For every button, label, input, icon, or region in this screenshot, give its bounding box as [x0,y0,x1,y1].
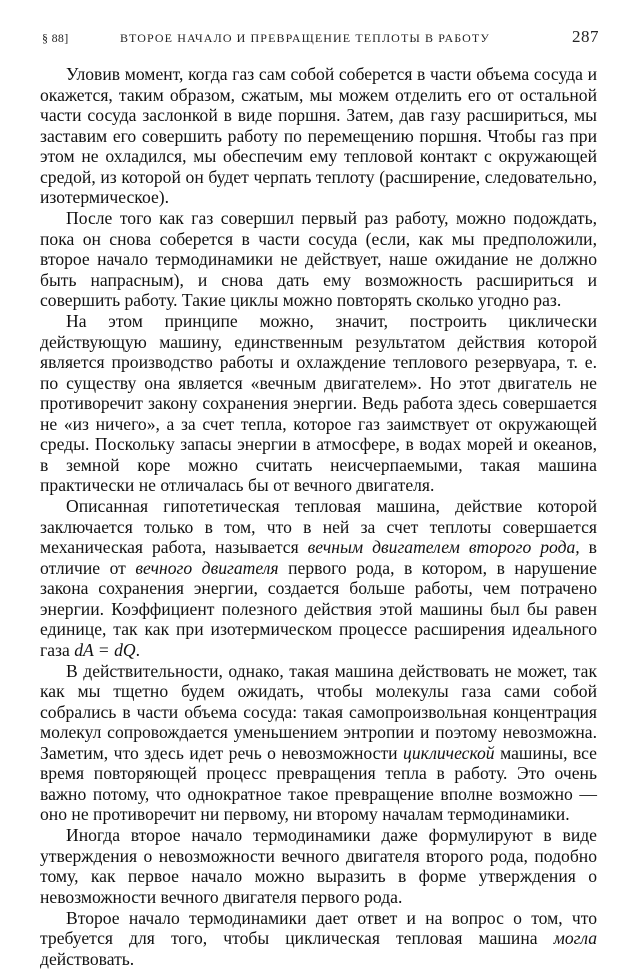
paragraph-text: в отличие от [40,537,597,578]
paragraph-perpetual-motion-principle [40,311,597,496]
paragraph-text: Описанная гипотетическая тепловая машина, действие которой заключается только в том, что в ней за счет теплоты совершается механическая работа, называется [40,496,597,557]
paragraph-text: После того как газ совершил первый раз работу, можно подождать, пока он снова соберется в части сосуда (если, как мы предположили, второе начало термодинамики не действует, наше ожидание не должно быть напрасным), и снова дать ему возможность расшириться и совершить работу. Такие циклы можно повторять сколько угодно раз. [40,208,597,310]
page-number: 287 [572,27,599,47]
paragraph-text: На этом принципе можно, значит, построить циклически действующую машину, единственным результатом действия которой является производство работы и охлаждение теплового резервуара, т. е. по существу она является «вечным двигателем». Но этот двигатель не противоречит закону сохранения энергии. Ведь работа здесь совершается не «из ничего», а за счет тепла, которое газ заимствует от окружающей среды. Поскольку запасы энергии в атмосфере, в водах морей и океанов, в земной коре можно считать неисчерпаемыми, такая машина практически не отличалась бы от вечного двигателя. [40,311,597,495]
paragraph-text: Иногда второе начало термодинамики даже формулируют в виде утверждения о невозможности вечного двигателя второго рода, подобно тому, как первое начало можно выразить в форме утверждения о невозможности вечного двигателя первого рода. [40,825,597,907]
paragraph-text: . [136,640,140,660]
emphasis-term: могла [554,928,597,948]
paragraph-what-is-required [40,908,597,969]
paragraph-text: Уловив момент, когда газ сам собой соберется в части объема сосуда и окажется, таким образом, сжатым, мы можем отделить его от остальной части сосуда заслонкой в виде поршня. Затем, дав газу расшириться, мы заставим его совершить работу по перемещению поршня. Чтобы газ при этом не охладился, мы обеспечим ему тепловой контакт с окружающей средой, из которой он будет черпать теплоту (расширение, следовательно, изотермическое). [40,64,597,207]
running-header [42,27,599,49]
paragraph-text: В действительности, однако, такая машина действовать не может, так как мы тщетно будем ожидать, чтобы молекулы газа сами собой собрались в части объема сосуда: такая самопроизвольная концентрация молекул сопровождается уменьшением энтропии и поэтому невозможна. Заметим, что здесь идет речь о невозможности [40,661,597,763]
paragraph-text: действовать. [40,949,134,969]
formula: dA = dQ [74,640,135,660]
emphasis-term: циклической [403,743,495,763]
emphasis-term: вечного двигателя [135,558,278,578]
body-text [40,64,597,969]
running-title: ВТОРОЕ НАЧАЛО И ПРЕВРАЩЕНИЕ ТЕПЛОТЫ В РАБОТУ [120,31,490,46]
section-number: § 88] [42,31,69,46]
emphasis-term: вечным двигателем второго рода, [308,537,580,557]
paragraph-second-kind-definition [40,496,597,660]
paragraph-repeat-cycles [40,208,597,311]
paragraph-text: первого рода, в котором, в нарушение закона сохранения энергии, создается больше работы, чем потрачено энергии. Коэффициент полезного действия этой машины был бы равен единице, так как при изотермическом процессе расширения идеального газа [40,558,597,660]
paragraph-text: машины, все время повторяющей процесс превращения тепла в работу. Это очень важно потому, что однократное такое превращение вполне возможно — оно не противоречит ни первому, ни второму началам термодинамики. [40,743,597,825]
paragraph-impossibility [40,661,597,825]
paragraph-formulation [40,825,597,907]
paragraph-text: Второе начало термодинамики дает ответ и на вопрос о том, что требуется для того, чтобы циклическая тепловая машина [40,908,597,949]
paragraph-gas-collection [40,64,597,208]
